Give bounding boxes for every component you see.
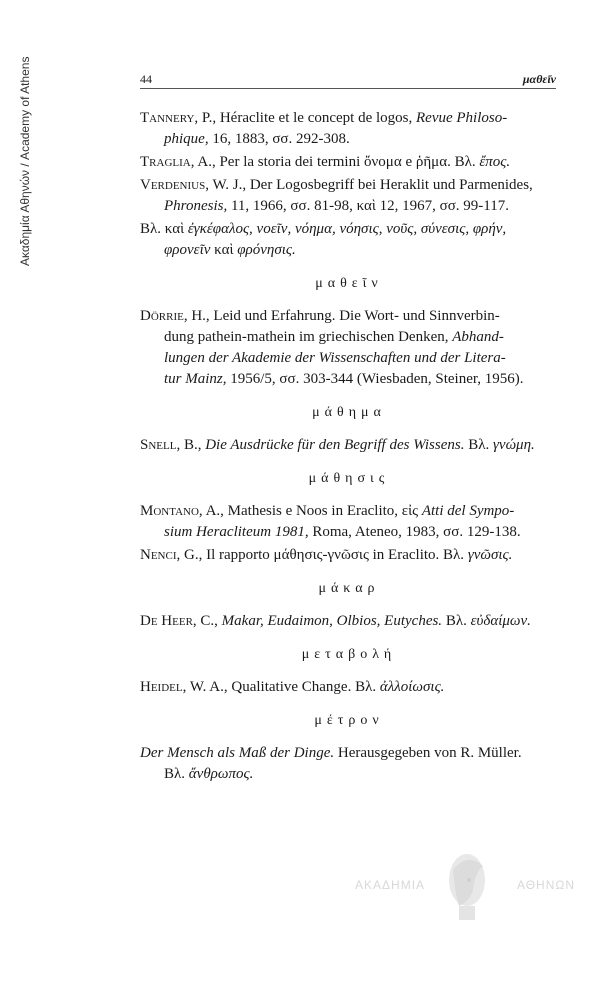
entry-traglia — [140, 152, 558, 173]
side-watermark — [18, 46, 38, 266]
entry-author: Verdenius, W. J., — [140, 177, 247, 193]
entry-work: Revue Philoso- — [416, 110, 508, 126]
academy-watermark — [355, 850, 575, 930]
entry-continuation — [140, 240, 558, 261]
entry-greek-ref: γνῶσις. — [467, 547, 513, 563]
section-heading-metabole: μεταβολή — [301, 647, 397, 662]
running-title: μαθεῖν — [522, 72, 556, 86]
page-number: 44 — [140, 72, 152, 86]
entry-text: 1956/5, σσ. 303-344 (Wiesbaden, Steiner, 1956). — [226, 371, 524, 387]
entry-tannery — [140, 108, 558, 150]
entry-text: Βλ. — [464, 437, 494, 453]
entry-greek-ref: ἄνθρωπος. — [188, 766, 254, 782]
section-heading-makar: μάκαρ — [318, 581, 380, 596]
entry-author: Nenci, G., — [140, 547, 203, 563]
entry-see-also — [140, 219, 558, 261]
entry-text: Per la storia dei termini ὄνομα e ῥῆμα. Βλ. — [215, 154, 480, 170]
entry-continuation — [140, 522, 558, 543]
entry-nenci — [140, 545, 558, 566]
entry-text: Βλ. — [164, 766, 189, 782]
entry-work: phique, — [164, 131, 209, 147]
entry-greek-ref: φρόνησις. — [237, 242, 296, 258]
section-heading-metron: μέτρον — [314, 713, 384, 728]
entry-text: 11, 1966, σσ. 81-98, καὶ 12, 1967, σσ. 99-117. — [227, 198, 509, 214]
entry-work: Der Mensch als Maß der Dinge. — [140, 745, 335, 761]
entry-montano — [140, 501, 558, 543]
entry-verdenius — [140, 175, 558, 217]
entry-text: Leid und Erfahrung. Die Wort- und Sinnverbin- — [209, 308, 500, 324]
entry-greek-ref: ἔπος. — [479, 154, 511, 170]
entry-continuation — [140, 129, 558, 150]
entry-heidel — [140, 677, 558, 698]
entry-author: Tannery, P., — [140, 110, 217, 126]
entry-continuation — [140, 196, 558, 217]
entry-continuation — [140, 764, 558, 785]
section-heading-mathesis: μάθησις — [308, 471, 390, 486]
side-watermark-text: Ακαδημία Αθηνών / Academy of Athens — [18, 56, 32, 266]
entry-work: Phronesis, — [164, 198, 228, 214]
watermark-left-text: ΑΚΑΔΗΜΙΑ — [355, 878, 426, 892]
entry-work: tur Mainz, — [164, 371, 227, 387]
entry-author: Snell, B., — [140, 437, 202, 453]
entry-text: Héraclite et le concept de logos, — [216, 110, 416, 126]
entry-snell — [140, 435, 558, 456]
entry-work: Atti del Sympo- — [421, 503, 515, 519]
entry-text: Mathesis e Noos in Eraclito, εἰς — [223, 503, 422, 519]
entry-text: καὶ — [210, 242, 238, 258]
entry-author: Montano, A., — [140, 503, 224, 519]
section-heading-mathema: μάθημα — [312, 405, 386, 420]
page-header — [140, 72, 556, 86]
entry-author: De Heer, C., — [140, 613, 218, 629]
entry-work: Die Ausdrücke für den Begriff des Wissens. — [201, 437, 465, 453]
entry-greek-ref: ἐγκέφαλος, νοεῖν, νόημα, νόησις, νοῦς, σύνεσις, φρήν, — [187, 221, 507, 237]
entry-continuation — [140, 369, 558, 390]
entry-greek-ref: ἀλλοίωσις. — [379, 679, 445, 695]
entry-text: Qualitative Change. Βλ. — [227, 679, 380, 695]
entry-dorrie — [140, 306, 558, 390]
entry-work: lungen der Akademie der Wissenschaften und der Litera- — [164, 350, 506, 366]
entry-text: Βλ. καὶ — [140, 221, 188, 237]
entry-text: Roma, Ateneo, 1983, σσ. 129-138. — [308, 524, 521, 540]
header-rule — [140, 88, 556, 89]
entry-continuation — [140, 348, 558, 369]
entry-author: Traglia, A., — [140, 154, 216, 170]
entry-greek-ref: γνώμη. — [493, 437, 535, 453]
entry-mensch — [140, 743, 558, 785]
entry-text: Der Logosbegriff bei Heraklit und Parmenides, — [246, 177, 533, 193]
bibliography-content — [140, 108, 558, 787]
entry-greek-ref: φρονεῖν — [164, 242, 211, 258]
section-heading-mathein: μαθεῖν — [315, 276, 383, 291]
entry-text: Il rapporto μάθησις-γνῶσις in Eraclito. Βλ. — [202, 547, 468, 563]
entry-text: Herausgegeben von R. Müller. — [334, 745, 522, 761]
entry-work: Abhand- — [452, 329, 504, 345]
entry-work: sium Heracliteum 1981, — [164, 524, 309, 540]
entry-continuation — [140, 327, 558, 348]
entry-text: Βλ. — [442, 613, 471, 629]
entry-work: Makar, Eudaimon, Olbios, Eutyches. — [217, 613, 443, 629]
entry-author: Dörrie, H., — [140, 308, 210, 324]
watermark-right-text: ΑΘΗΝΩΝ — [516, 878, 575, 892]
entry-de-heer — [140, 611, 558, 632]
entry-author: Heidel, W. A., — [140, 679, 228, 695]
athena-head-emblem-icon — [445, 850, 489, 924]
entry-greek-ref: εὐδαίμων. — [470, 613, 531, 629]
entry-text: 16, 1883, σσ. 292-308. — [208, 131, 350, 147]
entry-text: dung pathein-mathein im griechischen Denken, — [164, 329, 453, 345]
